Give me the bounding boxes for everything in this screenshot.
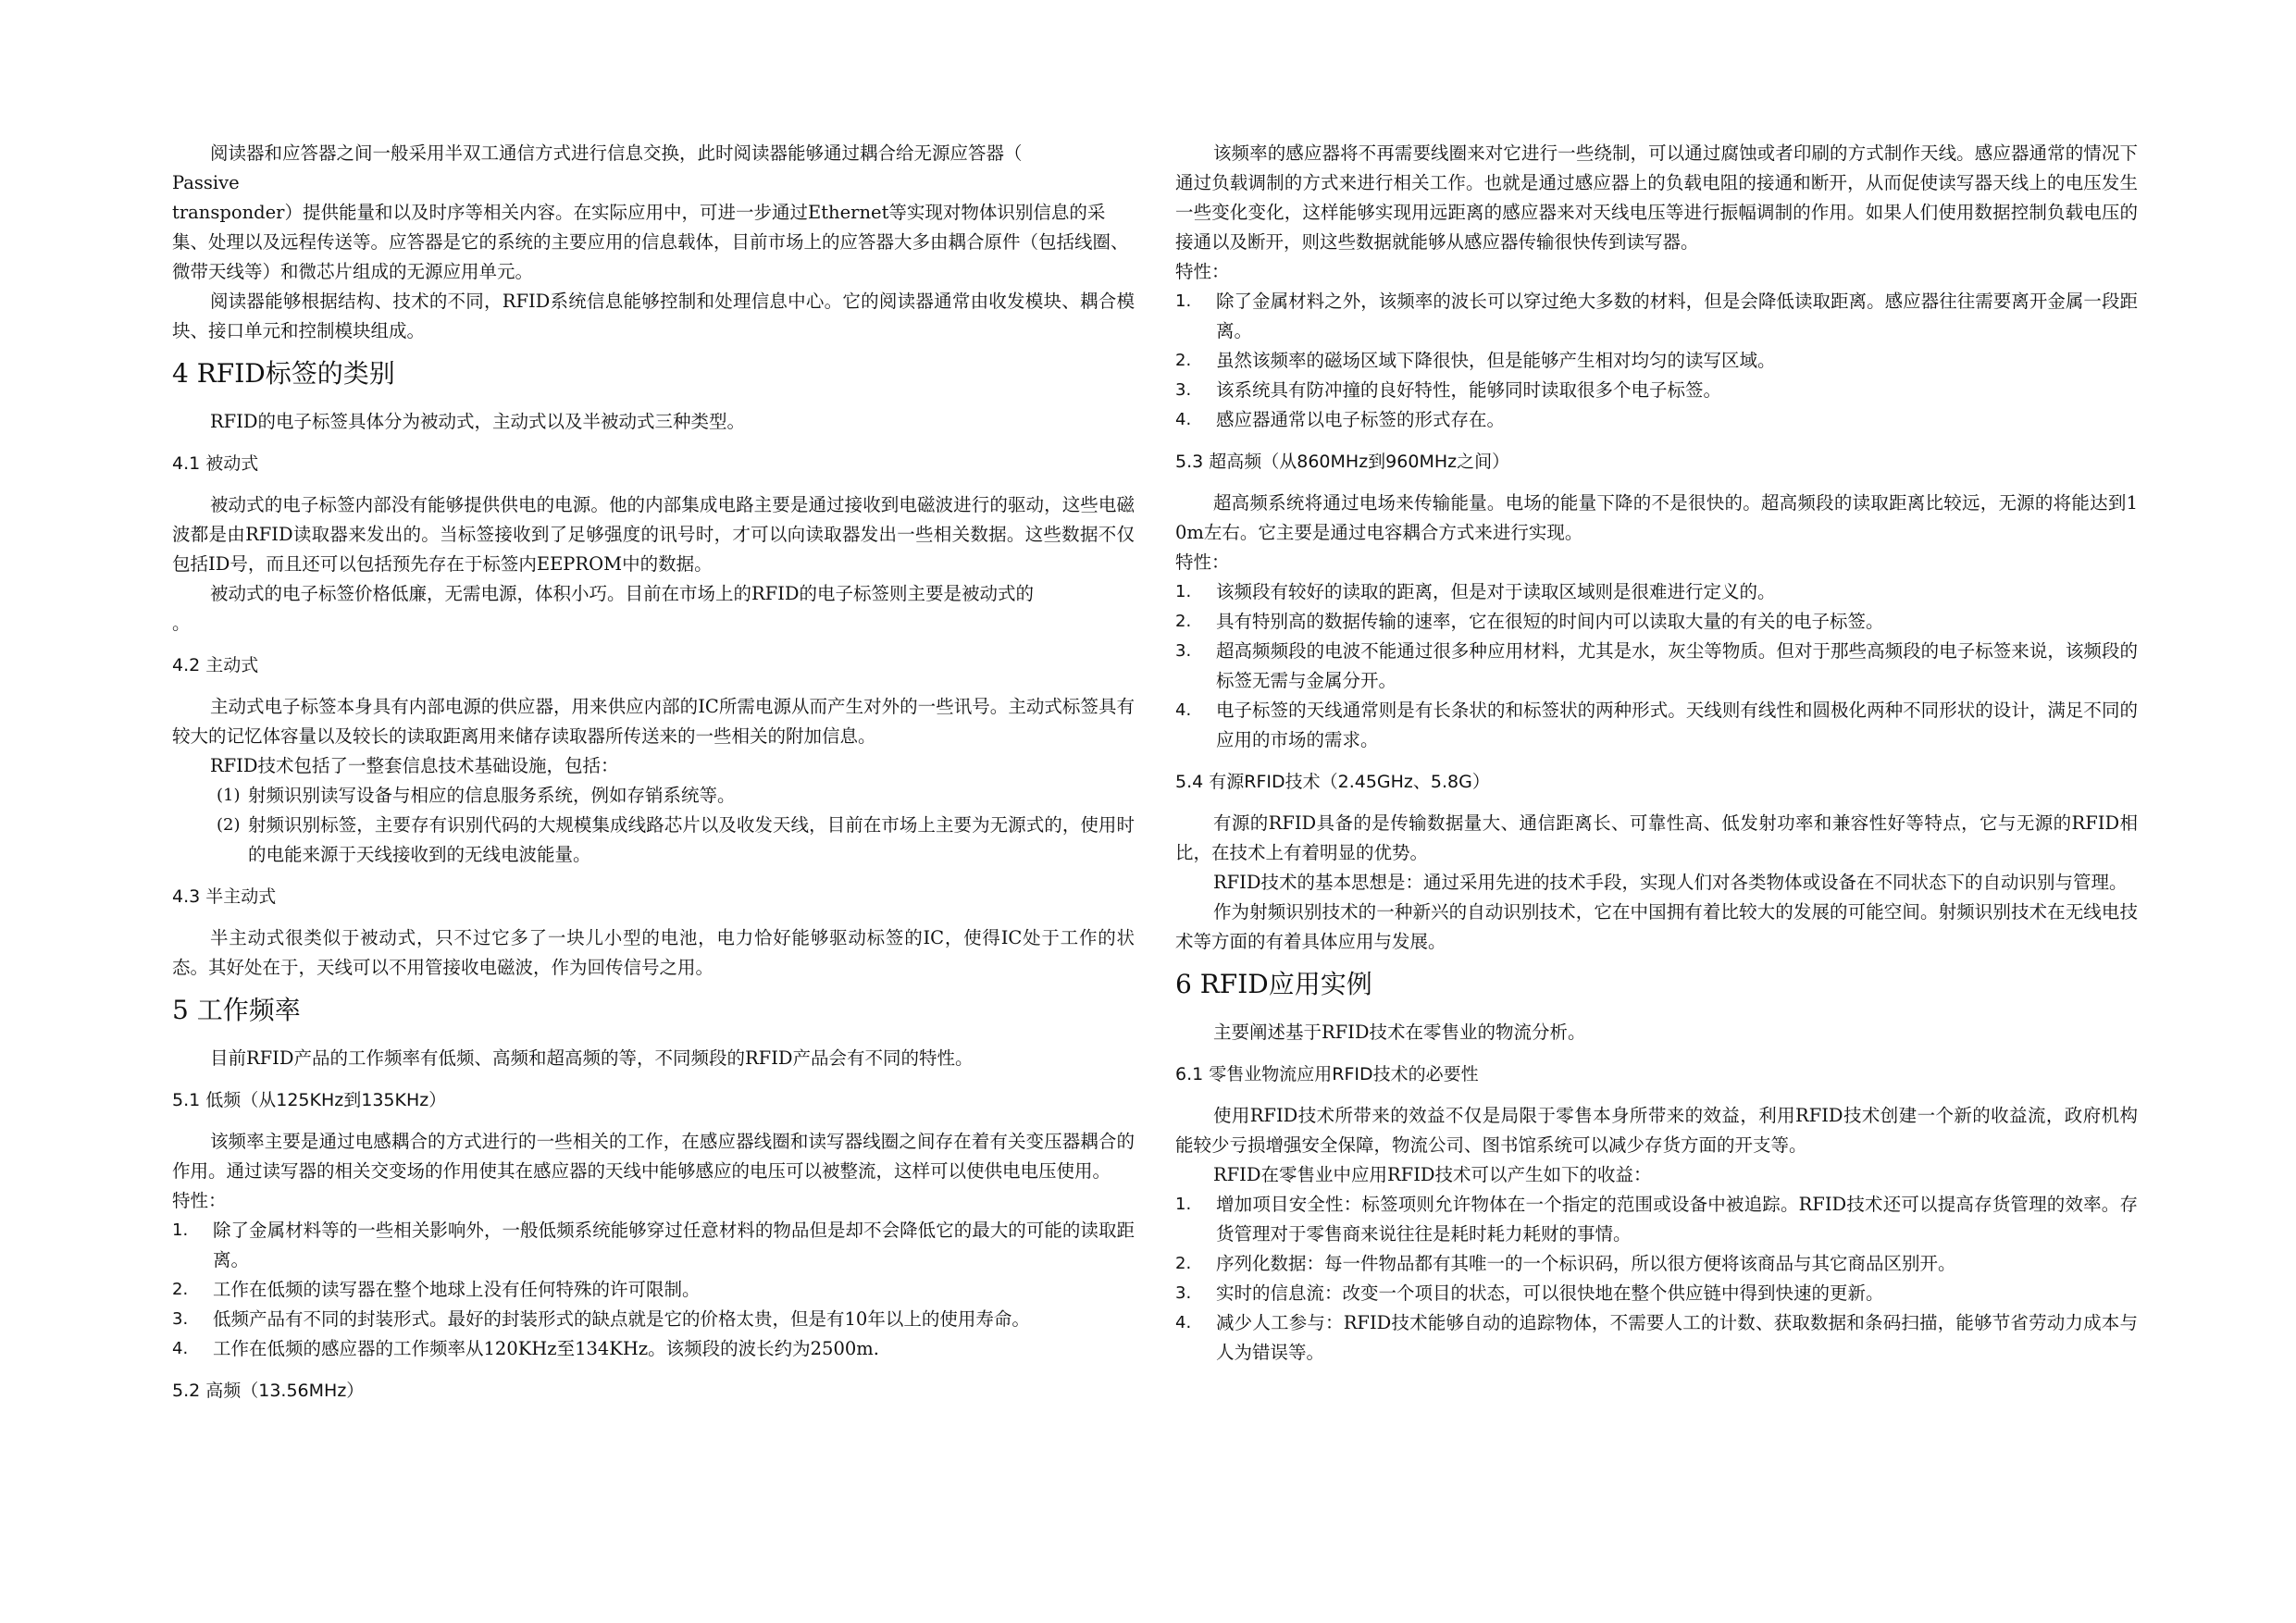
paragraph: 被动式的电子标签内部没有能够提供供电的电源。他的内部集成电路主要是通过接收到电磁波进行的驱动，这些电磁波都是由RFID读取器来发出的。当标签接收到了足够强度的讯号时，才可以向读取器发出一些相关数据。这些数据不仅包括ID号，而且还可以包括预先存在于标签内EEPROM中的数据。 (172, 494, 1135, 575)
paragraph: 作为射频识别技术的一种新兴的自动识别技术，它在中国拥有着比较大的发展的可能空间。射频识别技术在无线电技术等方面的有着具体应用与发展。 (1175, 901, 2138, 952)
list-item (1175, 346, 2138, 376)
list-item (172, 1334, 1135, 1364)
list-item-text: 射频识别标签，主要存有识别代码的大规模集成线路芯片以及收发天线，目前在市场上主要为无源式的，使用时的电能来源于天线接收到的无线电波能量。 (248, 814, 1135, 865)
list-item-text: 具有特别高的数据传输的速率，它在很短的时间内可以读取大量的有关的电子标签。 (1216, 611, 1884, 632)
numbered-list (1175, 577, 2138, 755)
list-item-text: 该系统具有防冲撞的良好特性，能够同时读取很多个电子标签。 (1216, 379, 1722, 401)
paragraph: RFID技术的基本思想是：通过采用先进的技术手段，实现人们对各类物体或设备在不同状态下的自动识别与管理。 (1212, 872, 2128, 893)
paragraph: 使用RFID技术所带来的效益不仅是局限于零售本身所带来的效益，利用RFID技术创建一个新的收益流，政府机构能较少亏损增强安全保障，物流公司、图书馆系统可以减少存货方面的开支等。 (1175, 1105, 2138, 1156)
paragraph: 主要阐述基于RFID技术在零售业的物流分析。 (1212, 1022, 1586, 1043)
list-item-text: 低频产品有不同的封装形式。最好的封装形式的缺点就是它的价格太贵，但是有10年以上的使用寿命。 (213, 1308, 1030, 1330)
list-item (1175, 376, 2138, 405)
list-marker: 3. (1175, 1283, 1192, 1303)
list-marker: 1. (1175, 1195, 1192, 1214)
subsection-heading-6-1: 6.1 零售业物流应用RFID技术的必要性 (1175, 1064, 1479, 1084)
paragraph: RFID在零售业中应用RFID技术可以产生如下的收益： (1212, 1164, 1652, 1185)
list-item-text: 该频段有较好的读取的距离，但是对于读取区域则是很难进行定义的。 (1216, 581, 1776, 602)
list-item (1175, 1308, 2138, 1368)
list-item-text: 减少人工参与：RFID技术能够自动的追踪物体，不需要人工的计数、获取数据和条码扫描，能够节省劳动力成本与人为错误等。 (1216, 1312, 2138, 1363)
paragraph: 半主动式很类似于被动式，只不过它多了一块儿小型的电池，电力恰好能够驱动标签的IC，使得IC处于工作的状态。其好处在于，天线可以不用管接收电磁波，作为回传信号之用。 (172, 927, 1135, 978)
section-heading-4: 4 RFID标签的类别 (172, 358, 395, 389)
list-item (172, 1216, 1135, 1275)
list-item (172, 781, 1135, 811)
subsection-heading-5-3: 5.3 超高频（从860MHz到960MHz之间） (1175, 452, 1510, 472)
list-item (172, 811, 1135, 870)
subsection-heading-5-4: 5.4 有源RFID技术（2.45GHz、5.8G） (1175, 772, 1490, 792)
paragraph: 阅读器和应答器之间一般采用半双工通信方式进行信息交换，此时阅读器能够通过耦合给无源应答器（ (209, 142, 1023, 164)
paragraph: 目前RFID产品的工作频率有低频、高频和超高频的等，不同频段的RFID产品会有不同的特性。 (209, 1047, 974, 1069)
list-marker: 3. (172, 1309, 189, 1329)
list-item-text: 超高频频段的电波不能通过很多种应用材料，尤其是水，灰尘等物质。但对于那些高频段的电子标签来说，该频段的标签无需与金属分开。 (1216, 640, 2138, 691)
list-item (1175, 405, 2138, 435)
list-item-text: 除了金属材料之外，该频率的波长可以穿过绝大多数的材料，但是会降低读取距离。感应器往往需要离开金属一段距离。 (1216, 291, 2138, 341)
list-item (1175, 1279, 2138, 1308)
paragraph: RFID的电子标签具体分为被动式，主动式以及半被动式三种类型。 (209, 411, 745, 432)
list-marker: 2. (172, 1280, 189, 1299)
list-item-text: 感应器通常以电子标签的形式存在。 (1216, 409, 1506, 430)
list-marker: 4. (1175, 1313, 1192, 1332)
paragraph: 有源的RFID具备的是传输数据量大、通信距离长、可靠性高、低发射功率和兼容性好等特点，它与无源的RFID相比，在技术上有着明显的优势。 (1175, 812, 2138, 863)
list-item (1175, 287, 2138, 346)
list-item-text: 除了金属材料等的一些相关影响外，一般低频系统能够穿过任意材料的物品但是却不会降低它的最大的可能的读取距离。 (213, 1220, 1135, 1270)
subsection-heading-4-3: 4.3 半主动式 (172, 886, 277, 907)
numbered-list (172, 1216, 1135, 1364)
list-marker: 1. (1175, 582, 1192, 601)
list-marker: 3. (1175, 380, 1192, 400)
list-item-text: 增加项目安全性：标签项则允许物体在一个指定的范围或设备中被追踪。RFID技术还可以提高存货管理的效率。存货管理对于零售商来说往往是耗时耗力耗财的事情。 (1216, 1194, 2138, 1245)
list-item-text: 实时的信息流：改变一个项目的状态，可以很快地在整个供应链中得到快速的更新。 (1216, 1282, 1884, 1304)
list-marker: (1) (217, 786, 241, 805)
list-marker: (2) (217, 815, 241, 835)
subsection-heading-5-1: 5.1 低频（从125KHz到135KHz） (172, 1090, 447, 1110)
list-item (1175, 696, 2138, 755)
right-column (1175, 139, 2138, 1368)
paragraph: 该频率的感应器将不再需要线圈来对它进行一些绕制，可以通过腐蚀或者印刷的方式制作天线。感应器通常的情况下通过负载调制的方式来进行相关工作。也就是通过感应器上的负载电阻的接通和断开，从而促使读写器天线上的电压发生一些变化变化，这样能够实现用远距离的感应器来对天线电压等进行振幅调制的作用。如果人们使用数据控制负载电压的接通以及断开，则这些数据就能够从感应器传输很快传到读写器。 (1175, 142, 2138, 253)
subsection-heading-5-2: 5.2 高频（13.56MHz） (172, 1381, 365, 1401)
list-marker: 4. (1175, 410, 1192, 429)
list-item-text: 序列化数据：每一件物品都有其唯一的一个标识码，所以很方便将该商品与其它商品区别开。 (1216, 1253, 1956, 1274)
list-marker: 2. (1175, 351, 1192, 370)
list-marker: 2. (1175, 1254, 1192, 1273)
list-item (1175, 1190, 2138, 1249)
features-label: 特性： (1175, 261, 1230, 282)
list-marker: 1. (1175, 291, 1192, 311)
list-item-text: 虽然该频率的磁场区域下降很快，但是能够产生相对均匀的读写区域。 (1216, 350, 1776, 371)
subsection-heading-4-2: 4.2 主动式 (172, 655, 259, 675)
list-marker: 4. (172, 1339, 189, 1358)
list-item (1175, 1249, 2138, 1279)
list-item-text: 射频识别读写设备与相应的信息服务系统，例如存销系统等。 (248, 785, 736, 806)
left-column (172, 139, 1135, 1418)
list-marker: 3. (1175, 641, 1192, 661)
paragraph: 主动式电子标签本身具有内部电源的供应器，用来供应内部的IC所需电源从而产生对外的一些讯号。主动式标签具有较大的记忆体容量以及较长的读取距离用来储存读取器所传送来的一些相关的附加信息。 (172, 696, 1135, 747)
list-marker: 2. (1175, 612, 1192, 631)
subsection-heading-4-1: 4.1 被动式 (172, 453, 259, 474)
paragraph: RFID技术包括了一整套信息技术基础设施，包括： (209, 755, 619, 776)
section-heading-5: 5 工作频率 (172, 995, 301, 1025)
numbered-list (1175, 287, 2138, 435)
numbered-list (172, 781, 1135, 870)
list-marker: 1. (172, 1220, 189, 1240)
paragraph-continuation: 。 (172, 613, 191, 634)
list-item-text: 工作在低频的感应器的工作频率从120KHz至134KHz。该频段的波长约为2500m. (213, 1338, 879, 1359)
list-item (172, 1275, 1135, 1305)
paragraph: 阅读器能够根据结构、技术的不同，RFID系统信息能够控制和处理信息中心。它的阅读器通常由收发模块、耦合模块、接口单元和控制模块组成。 (172, 291, 1135, 341)
list-item (1175, 577, 2138, 607)
list-item-text: 工作在低频的读写器在整个地球上没有任何特殊的许可限制。 (213, 1279, 701, 1300)
paragraph: 被动式的电子标签价格低廉，无需电源，体积小巧。目前在市场上的RFID的电子标签则主要是被动式的 (209, 583, 1034, 604)
list-item (1175, 607, 2138, 637)
features-label: 特性： (172, 1190, 227, 1211)
numbered-list (1175, 1190, 2138, 1368)
list-item (172, 1305, 1135, 1334)
paragraph-continuation: transponder）提供能量和以及时序等相关内容。在实际应用中，可进一步通过Ethernet等实现对物体识别信息的采集、处理以及远程传送等。应答器是它的系统的主要应用的信息载体，目前市场上的应答器大多由耦合原件（包括线圈、微带天线等）和微芯片组成的无源应用单元。 (172, 202, 1129, 282)
features-label: 特性： (1175, 551, 1230, 573)
section-heading-6: 6 RFID应用实例 (1175, 969, 1372, 999)
list-marker: 4. (1175, 700, 1192, 720)
paragraph: 超高频系统将通过电场来传输能量。电场的能量下降的不是很快的。超高频段的读取距离比较远，无源的将能达到10m左右。它主要是通过电容耦合方式来进行实现。 (1175, 492, 2138, 543)
list-item-text: 电子标签的天线通常则是有长条状的和标签状的两种形式。天线则有线性和圆极化两种不同形状的设计，满足不同的应用的市场的需求。 (1216, 700, 2138, 750)
list-item (1175, 637, 2138, 696)
paragraph-continuation: Passive (172, 172, 240, 193)
paragraph: 该频率主要是通过电感耦合的方式进行的一些相关的工作，在感应器线圈和读写器线圈之间存在着有关变压器耦合的作用。通过读写器的相关交变场的作用使其在感应器的天线中能够感应的电压可以被整流，这样可以使供电电压使用。 (172, 1131, 1135, 1182)
